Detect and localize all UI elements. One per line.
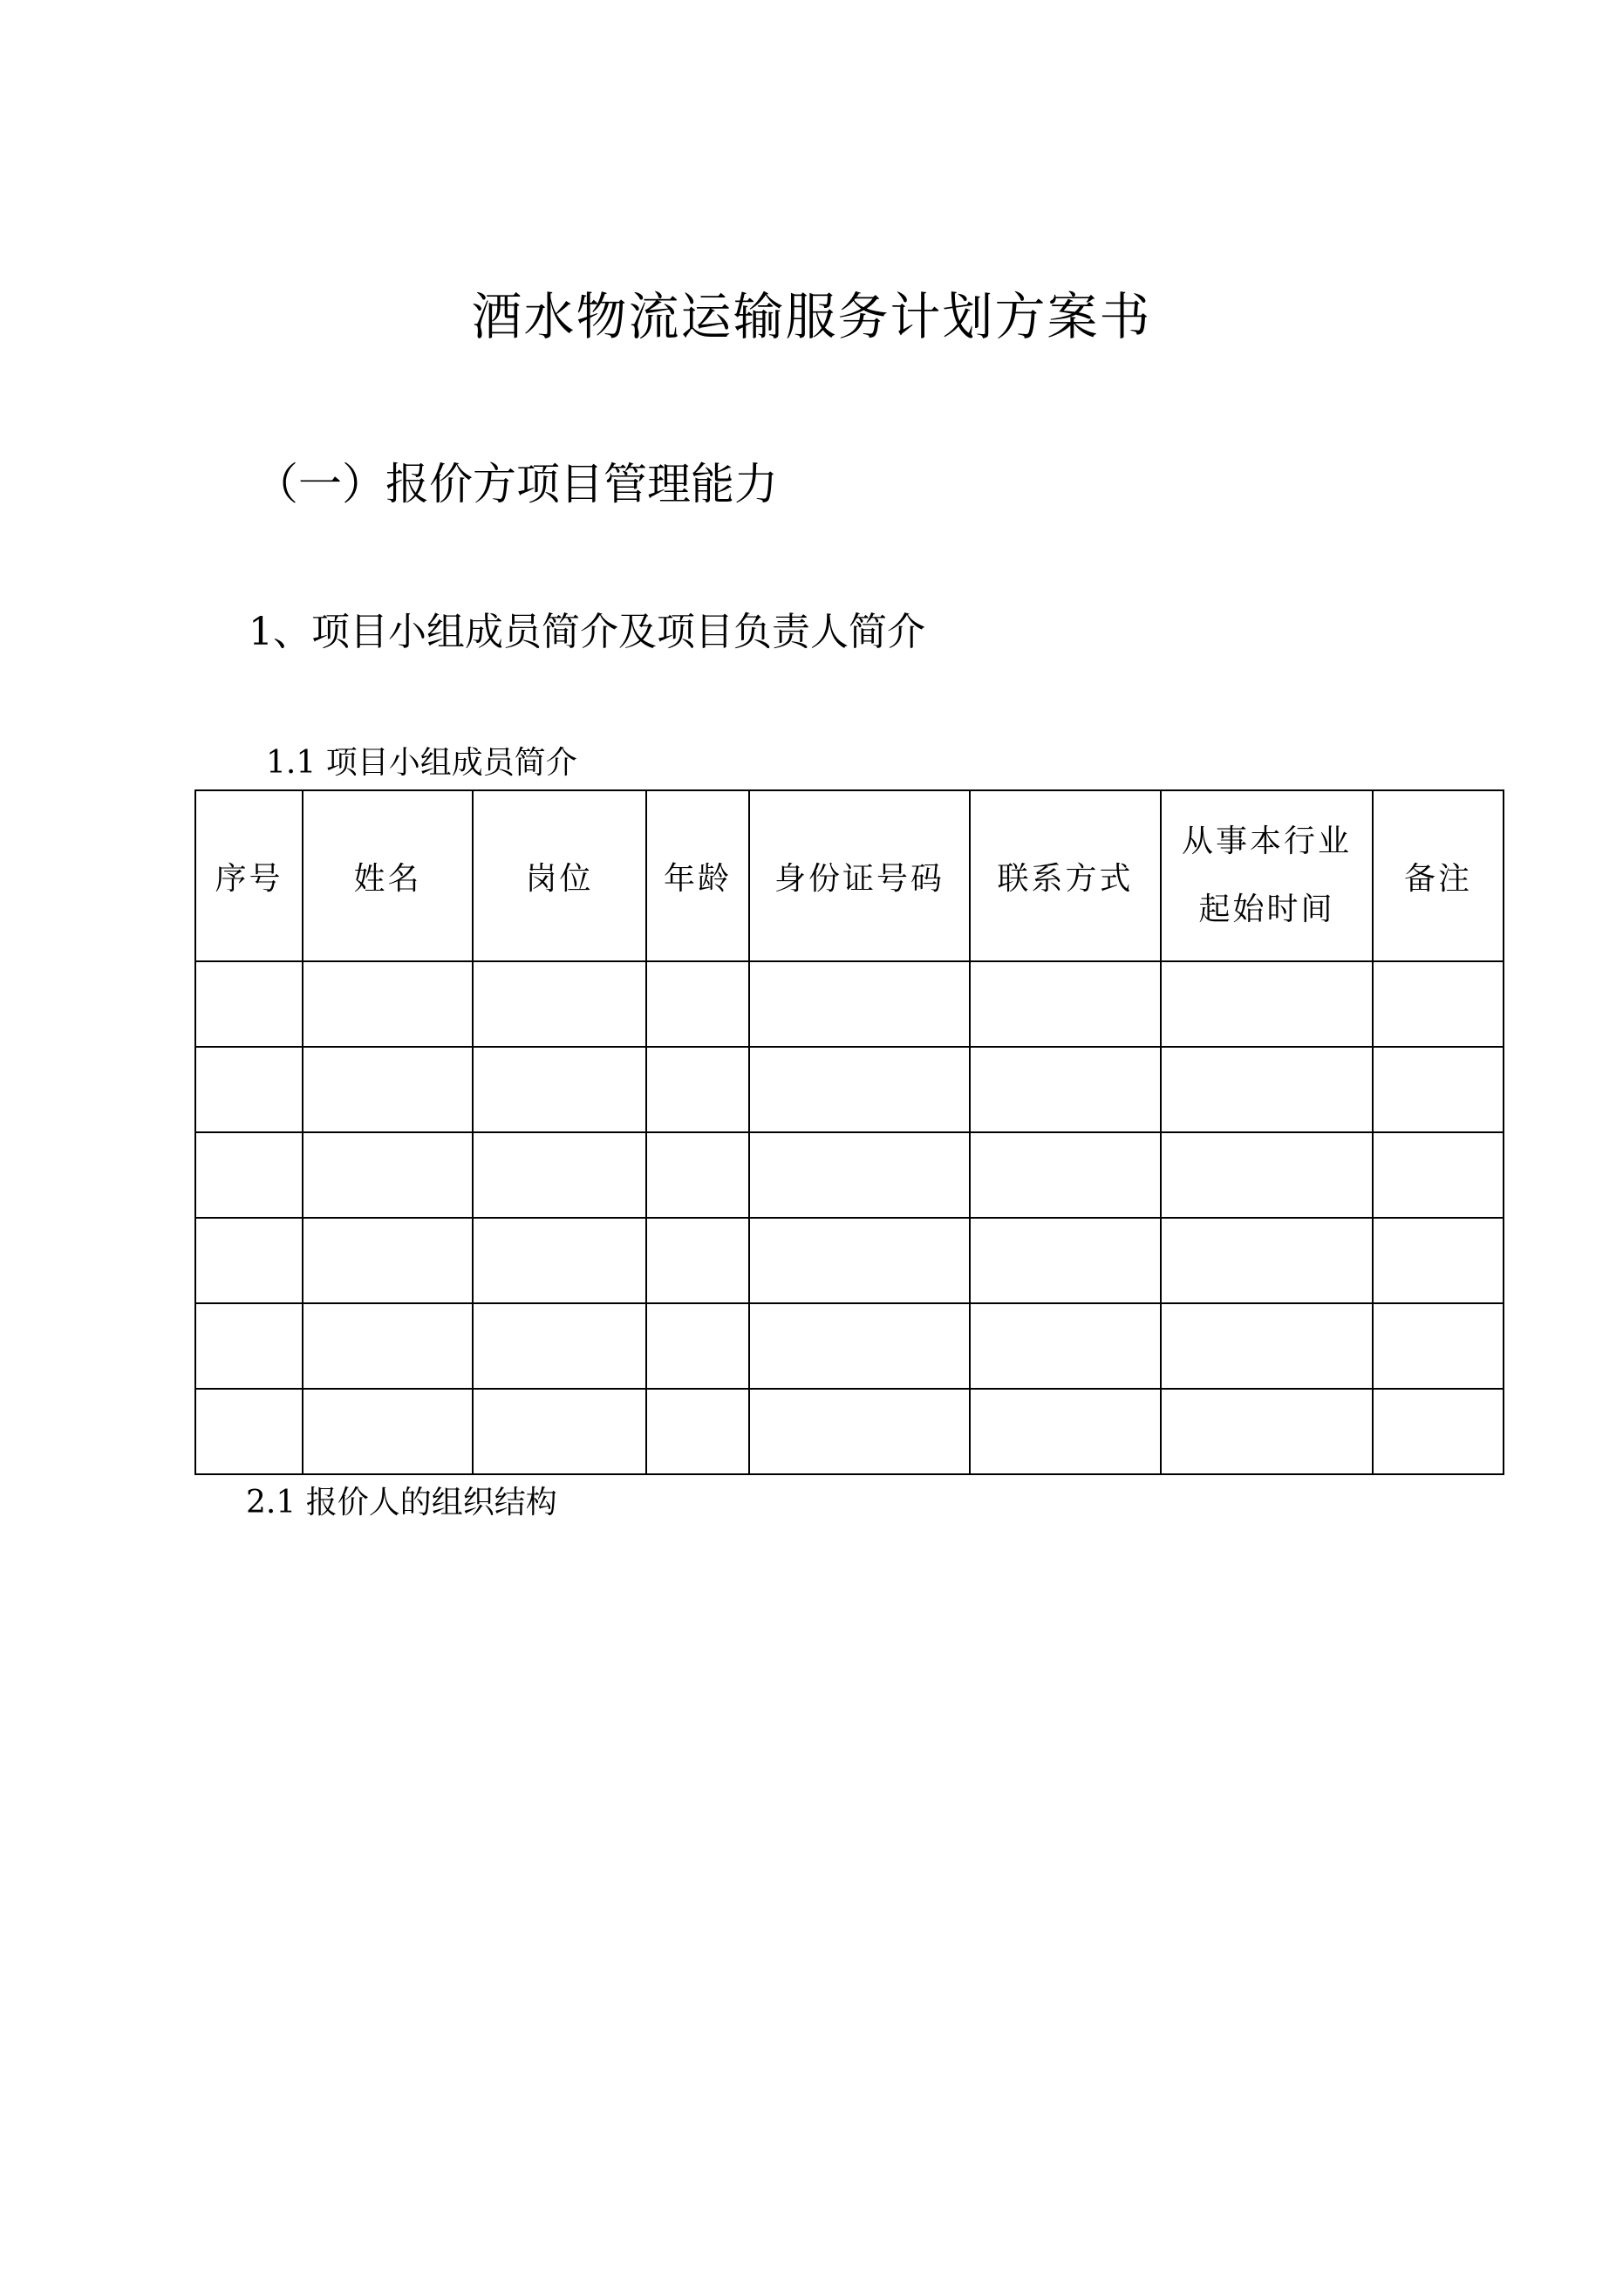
table-cell bbox=[1373, 1132, 1504, 1218]
table-cell bbox=[646, 1218, 749, 1303]
table-cell bbox=[749, 1389, 970, 1474]
table-cell bbox=[303, 1389, 473, 1474]
table-cell bbox=[749, 1132, 970, 1218]
table-cell bbox=[473, 1389, 646, 1474]
header-cell-industry-start-line1: 从事本行业 bbox=[1181, 823, 1352, 859]
org-structure-caption: 2.1 报价人的组织结构 bbox=[246, 1485, 557, 1520]
table-cell bbox=[646, 1047, 749, 1132]
table-caption: 1.1 项目小组成员简介 bbox=[266, 745, 577, 781]
table-cell bbox=[195, 1047, 303, 1132]
table-cell bbox=[970, 1218, 1161, 1303]
table-cell bbox=[970, 1047, 1161, 1132]
header-cell-industry-start bbox=[1161, 790, 1373, 961]
table-cell bbox=[1373, 961, 1504, 1047]
table-row bbox=[195, 1303, 1504, 1389]
table-row bbox=[195, 1132, 1504, 1218]
header-cell-contact: 联系方式 bbox=[970, 790, 1161, 961]
table-cell bbox=[1161, 1132, 1373, 1218]
members-table bbox=[194, 789, 1504, 1475]
table-cell bbox=[195, 961, 303, 1047]
table-cell bbox=[1161, 1047, 1373, 1132]
table-cell bbox=[1373, 1303, 1504, 1389]
table-cell bbox=[303, 1047, 473, 1132]
header-cell-index: 序号 bbox=[195, 790, 303, 961]
table-cell bbox=[749, 1303, 970, 1389]
table-cell bbox=[195, 1389, 303, 1474]
subsection-heading: 1、项目小组成员简介及项目负责人简介 bbox=[249, 610, 925, 654]
table-cell bbox=[303, 961, 473, 1047]
header-cell-age: 年龄 bbox=[646, 790, 749, 961]
table-cell bbox=[749, 1218, 970, 1303]
header-cell-id-number: 身份证号码 bbox=[749, 790, 970, 961]
table-cell bbox=[646, 1132, 749, 1218]
section-heading: （一）报价方项目管理能力 bbox=[255, 459, 778, 509]
table-cell bbox=[1373, 1218, 1504, 1303]
table-cell bbox=[473, 1047, 646, 1132]
table-cell bbox=[970, 1303, 1161, 1389]
table-cell bbox=[1373, 1047, 1504, 1132]
table-cell bbox=[473, 1303, 646, 1389]
table-cell bbox=[303, 1303, 473, 1389]
table-row bbox=[195, 1389, 1504, 1474]
table-cell bbox=[1373, 1389, 1504, 1474]
table-cell bbox=[970, 1389, 1161, 1474]
table-cell bbox=[646, 961, 749, 1047]
table-cell bbox=[1161, 1389, 1373, 1474]
table-cell bbox=[1161, 961, 1373, 1047]
header-cell-name: 姓名 bbox=[303, 790, 473, 961]
table-row bbox=[195, 1047, 1504, 1132]
table-row bbox=[195, 961, 1504, 1047]
table-cell bbox=[303, 1218, 473, 1303]
table-cell bbox=[646, 1303, 749, 1389]
table-cell bbox=[749, 961, 970, 1047]
header-cell-position: 岗位 bbox=[473, 790, 646, 961]
document-title: 酒水物流运输服务计划方案书 bbox=[471, 287, 1152, 346]
table-cell bbox=[195, 1132, 303, 1218]
table-cell bbox=[970, 1132, 1161, 1218]
table-cell bbox=[473, 1132, 646, 1218]
table-cell bbox=[473, 1218, 646, 1303]
table-cell bbox=[749, 1047, 970, 1132]
table-cell bbox=[303, 1132, 473, 1218]
header-cell-remarks: 备注 bbox=[1373, 790, 1504, 961]
table-cell bbox=[1161, 1218, 1373, 1303]
table-row bbox=[195, 1218, 1504, 1303]
header-cell-industry-start-line2: 起始时间 bbox=[1198, 892, 1335, 927]
table-cell bbox=[1161, 1303, 1373, 1389]
table-cell bbox=[195, 1303, 303, 1389]
table-cell bbox=[195, 1218, 303, 1303]
table-cell bbox=[970, 961, 1161, 1047]
table-header-row bbox=[195, 790, 1504, 961]
table-cell bbox=[473, 961, 646, 1047]
table-cell bbox=[646, 1389, 749, 1474]
